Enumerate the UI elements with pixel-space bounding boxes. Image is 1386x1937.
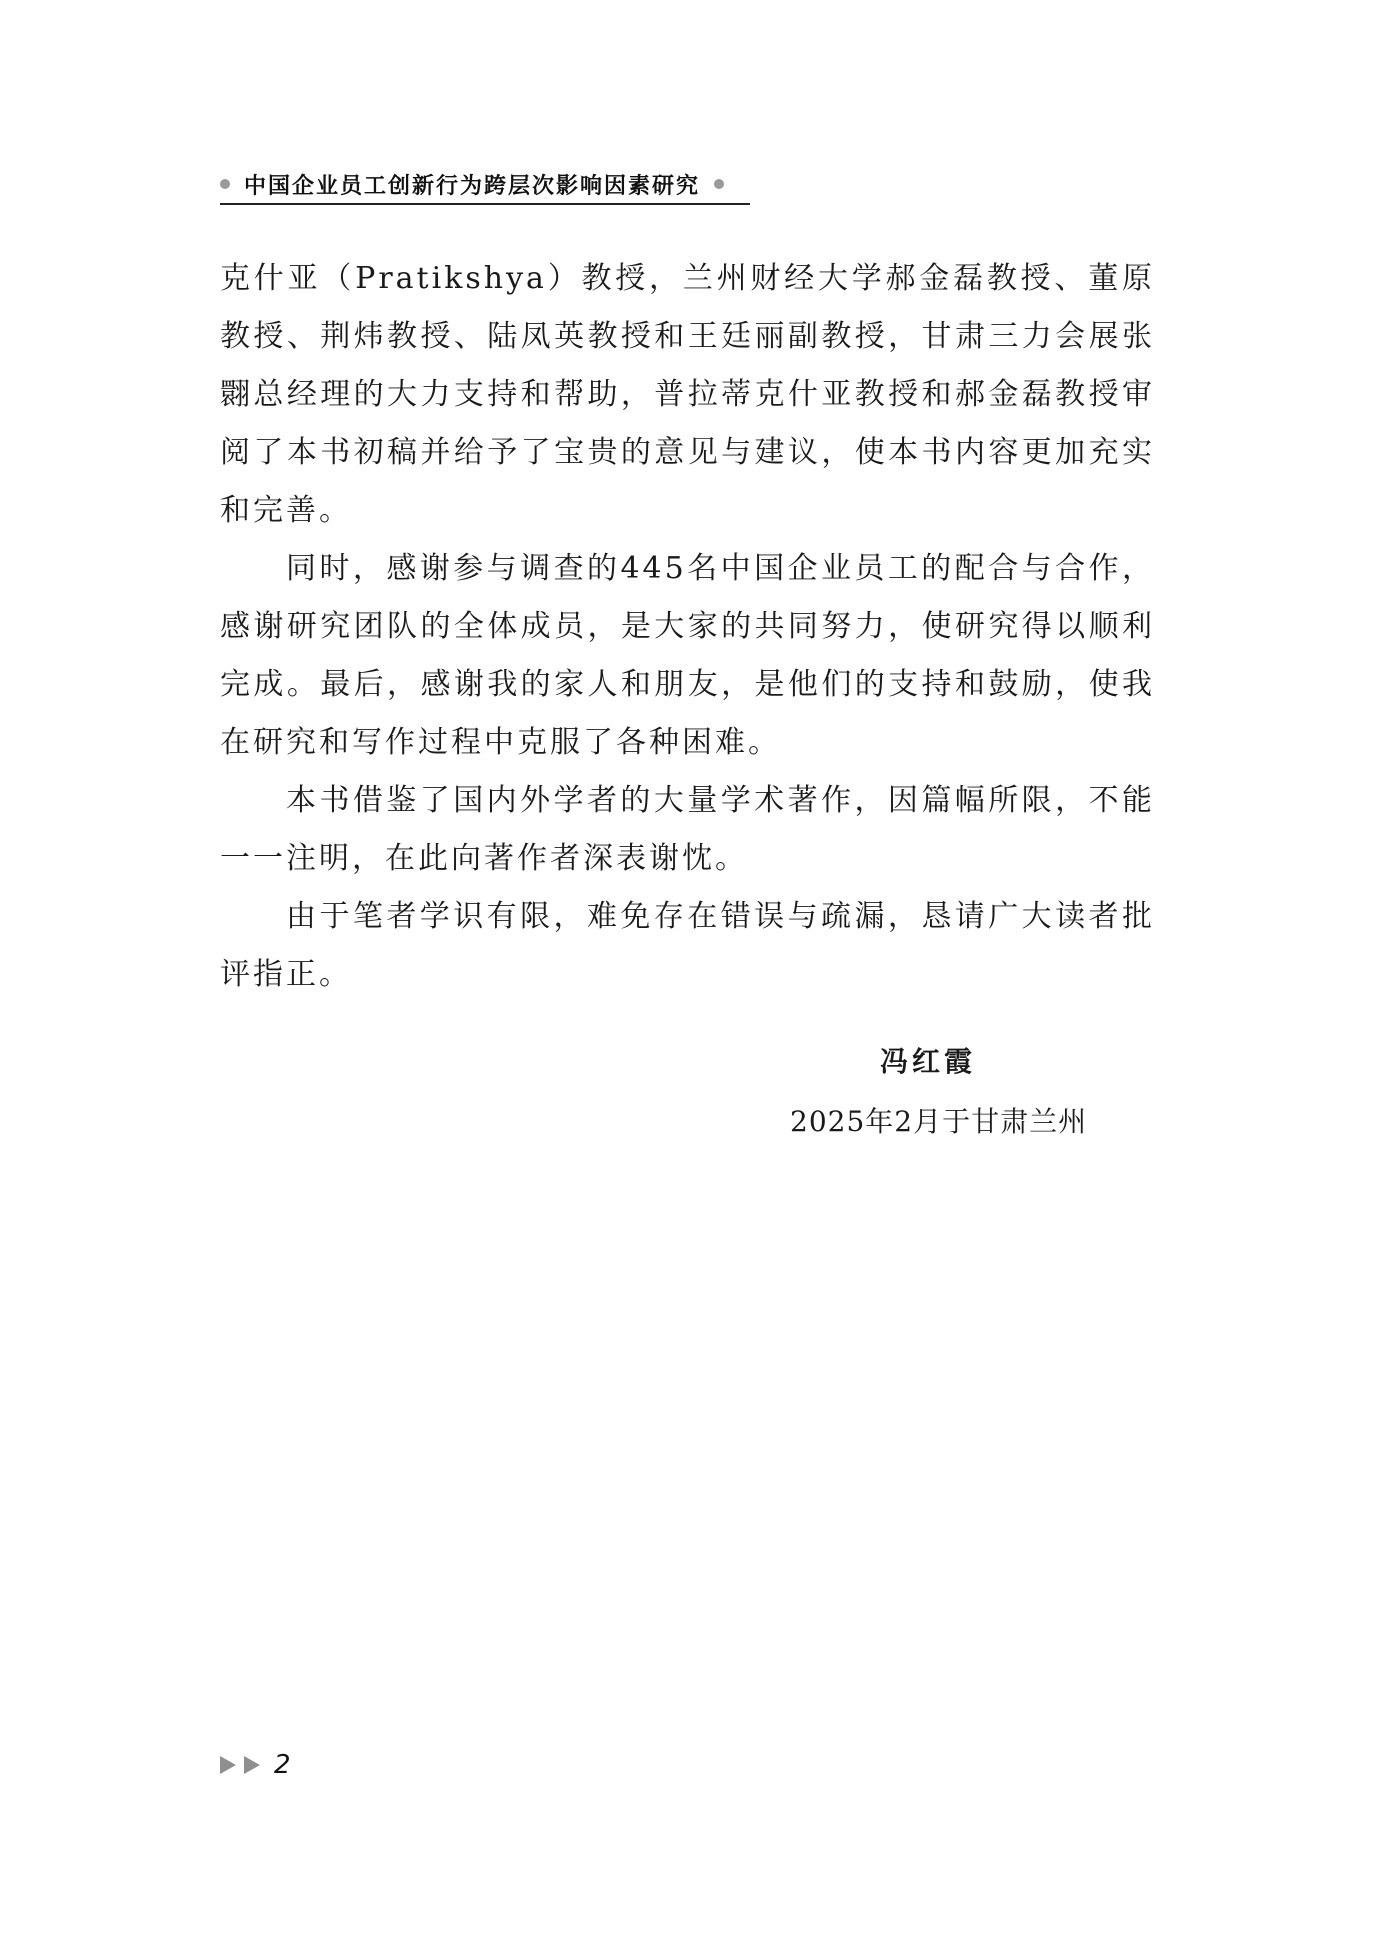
arrow-icon: [244, 1756, 260, 1774]
arrow-icon: [220, 1756, 236, 1774]
page-footer: [220, 1750, 291, 1780]
paragraph-1: 克什亚（Pratikshya）教授，兰州财经大学郝金磊教授、董原教授、荆炜教授、陆凤英教授和王廷丽副教授，甘肃三力会展张翾总经理的大力支持和帮助，普拉蒂克什亚教授和郝金磊教授审阅了本书初稿并给予了宝贵的意见与建议，使本书内容更加充实和完善。: [220, 261, 1155, 528]
bullet-dot-right-icon: [714, 179, 724, 189]
author-signature: 冯红霞: [880, 1045, 977, 1078]
bullet-dot-left-icon: [220, 179, 230, 189]
paragraph-4: 由于笔者学识有限，难免存在错误与疏漏，恳请广大读者批评指正。: [220, 899, 1155, 992]
header-title: 中国企业员工创新行为跨层次影响因素研究: [244, 173, 701, 199]
paragraph-3: 本书借鉴了国内外学者的大量学术著作，因篇幅所限，不能一一注明，在此向著作者深表谢忱。: [220, 783, 1155, 876]
paragraph-2: 同时，感谢参与调查的445名中国企业员工的配合与合作，感谢研究团队的全体成员，是大家的共同努力，使研究得以顺利完成。最后，感谢我的家人和朋友，是他们的支持和鼓励，使我在研究和写作过程中克服了各种困难。: [220, 551, 1155, 760]
running-header: [220, 166, 750, 202]
header-rule: [220, 203, 750, 205]
signature-date: 2025年2月于甘肃兰州: [790, 1105, 1088, 1138]
body-text: [220, 250, 1155, 1004]
page-number: 2: [274, 1750, 291, 1780]
